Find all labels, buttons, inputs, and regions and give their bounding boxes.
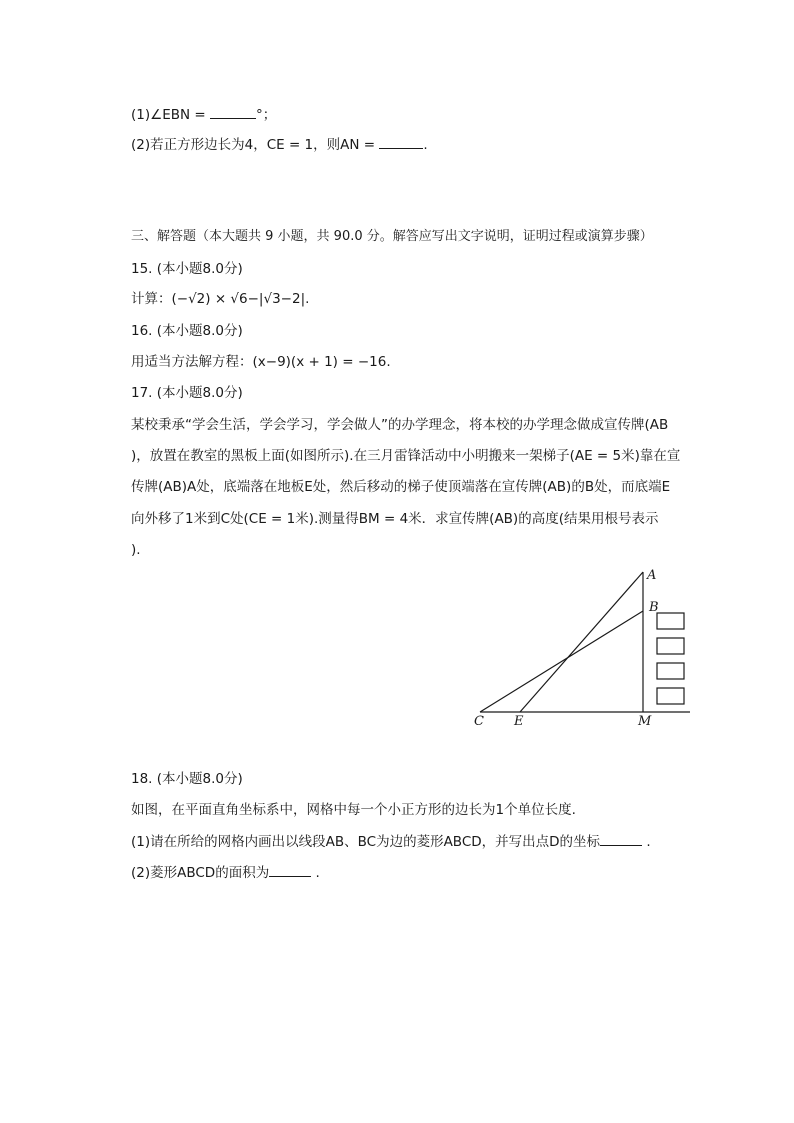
q18-part2-prefix: (2)菱形ABCD的面积为 — [131, 865, 270, 881]
q14-part2 — [131, 135, 428, 154]
q17-number: 17. (本小题8.0分) — [131, 385, 243, 401]
sign-box-1 — [657, 613, 684, 629]
label-a: A — [647, 568, 657, 583]
q18-part1 — [131, 832, 651, 851]
q18-part2-blank — [269, 863, 311, 877]
q14-part2-suffix: . — [423, 137, 428, 153]
q14-part2-blank — [379, 135, 423, 149]
label-m: M — [638, 714, 652, 729]
q14-part2-prefix: (2)若正方形边长为4，CE = 1，则AN = — [131, 137, 380, 153]
q17-line4: 向外移了1米到C处(CE = 1米).测量得BM = 4米．求宣传牌(AB)的高度(结果用根号表示 — [131, 511, 659, 527]
sign-box-2 — [657, 638, 684, 654]
q17-line3: 传牌(AB)A处，底端落在地板E处，然后移动的梯子使顶端落在宣传牌(AB)的B处，而底端E — [131, 479, 671, 495]
q18-intro: 如图，在平面直角坐标系中，网格中每一个小正方形的边长为1个单位长度. — [131, 802, 576, 818]
ladder-cb — [480, 611, 643, 712]
sign-box-3 — [657, 663, 684, 679]
q18-part2-suffix: . — [315, 865, 320, 881]
q14-part1-blank — [210, 105, 256, 119]
q17-line1: 某校秉承“学会生活，学会学习，学会做人”的办学理念，将本校的办学理念做成宣传牌(AB — [131, 417, 669, 433]
q14-part1 — [131, 105, 276, 124]
q15-text: 计算：(−√2) × √6−|√3−2|. — [131, 291, 310, 307]
label-e: E — [514, 714, 524, 729]
q16-text: 用适当方法解方程：(x−9)(x + 1) = −16. — [131, 354, 391, 370]
q15-number: 15. (本小题8.0分) — [131, 261, 243, 277]
ladder-ea — [520, 572, 643, 712]
q18-part1-suffix: . — [646, 834, 651, 850]
label-c: C — [474, 714, 484, 729]
q17-line5: ). — [131, 542, 141, 558]
q14-part1-suffix: °； — [256, 107, 277, 123]
sign-box-4 — [657, 688, 684, 704]
q18-part2 — [131, 863, 320, 882]
q17-line2: )，放置在教室的黑板上面(如图所示).在三月雷锋活动中小明搬来一架梯子(AE = 5米)靠在宣 — [131, 448, 681, 464]
q14-part1-prefix: (1)∠EBN = — [131, 107, 211, 123]
section-heading: 三、解答题（本大题共 9 小题，共 90.0 分。解答应写出文字说明，证明过程或演算步骤） — [131, 229, 653, 244]
q18-number: 18. (本小题8.0分) — [131, 771, 243, 787]
q16-number: 16. (本小题8.0分) — [131, 323, 243, 339]
q18-part1-blank — [600, 832, 642, 846]
label-b: B — [649, 600, 659, 615]
q18-part1-prefix: (1)请在所给的网格内画出以线段AB、BC为边的菱形ABCD，并写出点D的坐标 — [131, 834, 601, 850]
